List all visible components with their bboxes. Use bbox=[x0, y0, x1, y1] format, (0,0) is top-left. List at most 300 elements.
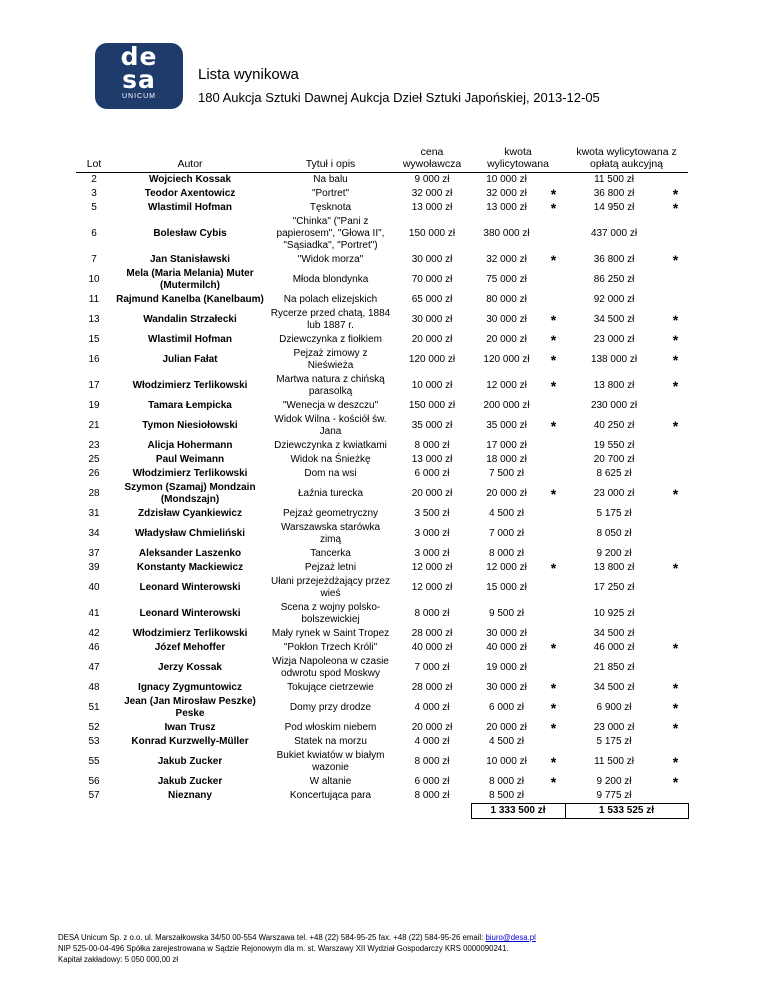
email-link[interactable]: biuro@desa.pl bbox=[485, 933, 536, 942]
cell-title: "Chinka" ("Pani z papierosem", "Głowa II", "Sąsiadka", "Portret") bbox=[276, 216, 385, 251]
cell-hammer-mark bbox=[542, 173, 565, 188]
cell-author: Ignacy Zygmuntowicz bbox=[138, 682, 242, 693]
cell-premium-mark: * bbox=[672, 754, 679, 770]
cell-title: Dziewczynka z kwiatkami bbox=[274, 440, 387, 451]
cell-starting-price: 13 000 zł bbox=[411, 202, 453, 213]
cell-lot: 5 bbox=[91, 202, 97, 213]
table-row bbox=[76, 481, 688, 507]
cell-premium-mark: * bbox=[672, 774, 679, 790]
cell-price-with-premium: 40 250 zł bbox=[593, 420, 635, 431]
cell-hammer-price: 20 000 zł bbox=[486, 722, 527, 733]
page-title: Lista wynikowa bbox=[198, 66, 299, 83]
cell-hammer-price: 12 000 zł bbox=[486, 380, 527, 391]
cell-hammer-price: 20 000 zł bbox=[486, 334, 527, 345]
cell-premium-mark: * bbox=[672, 186, 679, 202]
cell-hammer-price: 4 500 zł bbox=[488, 736, 525, 747]
cell-price-with-premium: 8 050 zł bbox=[596, 528, 632, 539]
table-row bbox=[76, 253, 688, 267]
cell-starting-price: 65 000 zł bbox=[411, 294, 453, 305]
header-title: Tytuł i opis bbox=[268, 140, 393, 173]
cell-title: Bukiet kwiatów w białym wazonie bbox=[276, 750, 385, 773]
cell-hammer-mark: * bbox=[550, 720, 557, 736]
cell-author: Wandalin Strzałecki bbox=[143, 314, 237, 325]
table-row bbox=[76, 293, 688, 307]
cell-lot: 13 bbox=[88, 314, 100, 325]
table-row bbox=[76, 173, 688, 188]
table-row bbox=[76, 201, 688, 215]
logo-text-unicum: UNICUM bbox=[122, 93, 156, 100]
cell-premium-mark bbox=[663, 789, 688, 804]
header-hammer-price: kwota wylicytowana bbox=[471, 140, 565, 173]
header-author: Autor bbox=[112, 140, 268, 173]
cell-title: Pejzaż geometryczny bbox=[282, 508, 379, 519]
cell-price-with-premium: 437 000 zł bbox=[590, 228, 638, 239]
cell-hammer-mark: * bbox=[550, 312, 557, 328]
cell-lot: 6 bbox=[91, 228, 97, 239]
cell-price-with-premium: 13 800 zł bbox=[593, 380, 635, 391]
cell-starting-price: 10 000 zł bbox=[411, 380, 453, 391]
cell-author: Bolesław Cybis bbox=[153, 228, 227, 239]
cell-premium-mark bbox=[663, 399, 688, 413]
cell-author: Alicja Hohermann bbox=[147, 440, 233, 451]
cell-hammer-mark: * bbox=[550, 200, 557, 216]
cell-starting-price: 35 000 zł bbox=[411, 420, 453, 431]
cell-premium-mark: * bbox=[672, 378, 679, 394]
cell-premium-mark bbox=[663, 467, 688, 481]
cell-lot: 51 bbox=[88, 702, 100, 713]
cell-title: "Portret" bbox=[311, 188, 350, 199]
cell-price-with-premium: 21 850 zł bbox=[593, 662, 635, 673]
totals-row bbox=[76, 804, 688, 819]
cell-lot: 3 bbox=[91, 188, 97, 199]
cell-author: Włodzimierz Terlikowski bbox=[132, 628, 248, 639]
cell-hammer-price: 15 000 zł bbox=[486, 582, 527, 593]
cell-premium-mark: * bbox=[672, 700, 679, 716]
cell-starting-price: 70 000 zł bbox=[411, 274, 453, 285]
cell-author: Włodzimierz Terlikowski bbox=[132, 380, 248, 391]
table-row bbox=[76, 373, 688, 399]
cell-hammer-mark bbox=[542, 575, 565, 601]
cell-author: Konrad Kurzwelly-Müller bbox=[131, 736, 249, 747]
cell-premium-mark bbox=[663, 627, 688, 641]
cell-hammer-price: 4 500 zł bbox=[488, 508, 525, 519]
cell-hammer-price: 17 000 zł bbox=[486, 440, 527, 451]
cell-hammer-price: 10 000 zł bbox=[486, 174, 527, 185]
cell-lot: 11 bbox=[88, 294, 100, 305]
cell-title: Koncertująca para bbox=[289, 790, 372, 802]
cell-price-with-premium: 9 200 zł bbox=[596, 776, 632, 787]
cell-starting-price: 150 000 zł bbox=[408, 400, 456, 411]
cell-hammer-price: 30 000 zł bbox=[486, 314, 527, 325]
cell-title: Pejzaż zimowy z Nieświeża bbox=[293, 348, 368, 371]
cell-price-with-premium: 11 500 zł bbox=[594, 756, 634, 767]
cell-starting-price: 6 000 zł bbox=[414, 468, 450, 479]
cell-hammer-mark bbox=[542, 467, 565, 481]
cell-starting-price: 32 000 zł bbox=[411, 188, 453, 199]
table-row bbox=[76, 641, 688, 655]
cell-hammer-mark bbox=[542, 399, 565, 413]
table-row bbox=[76, 561, 688, 575]
table-row bbox=[76, 721, 688, 735]
cell-hammer-mark bbox=[542, 507, 565, 521]
cell-lot: 53 bbox=[88, 736, 100, 747]
cell-starting-price: 6 000 zł bbox=[414, 776, 450, 787]
cell-price-with-premium: 36 800 zł bbox=[593, 254, 635, 265]
cell-lot: 37 bbox=[88, 548, 100, 559]
cell-premium-mark bbox=[663, 453, 688, 467]
cell-price-with-premium: 5 175 zł bbox=[596, 736, 632, 747]
cell-price-with-premium: 19 550 zł bbox=[593, 440, 635, 451]
footer-contact: DESA Unicum Sp. z o.o. ul. Marszałkowska 34/50 00-554 Warszawa tel. +48 (22) 584-95-25 fax. +48 (22) 584-95-26 email: bbox=[58, 933, 486, 942]
cell-author: Aleksander Laszenko bbox=[138, 548, 242, 559]
cell-starting-price: 20 000 zł bbox=[411, 722, 453, 733]
cell-hammer-mark bbox=[542, 439, 565, 453]
cell-title: Dom na wsi bbox=[304, 468, 357, 479]
cell-hammer-price: 20 000 zł bbox=[486, 488, 527, 499]
cell-hammer-price: 32 000 zł bbox=[486, 254, 527, 265]
cell-lot: 7 bbox=[91, 254, 97, 265]
cell-hammer-price: 18 000 zł bbox=[486, 454, 527, 465]
table-row bbox=[76, 749, 688, 775]
cell-title: Statek na morzu bbox=[294, 736, 367, 747]
header-starting-price: cena wywoławcza bbox=[393, 140, 471, 173]
cell-premium-mark: * bbox=[672, 200, 679, 216]
page-subtitle: 180 Aukcja Sztuki Dawnej Aukcja Dzieł Sztuki Japońskiej, 2013-12-05 bbox=[198, 90, 600, 105]
cell-lot: 23 bbox=[88, 440, 100, 451]
cell-starting-price: 7 000 zł bbox=[414, 662, 450, 673]
cell-author: Jakub Zucker bbox=[157, 776, 223, 787]
cell-author: Mela (Maria Melania) Muter (Mutermilch) bbox=[126, 268, 254, 291]
cell-premium-mark bbox=[663, 293, 688, 307]
cell-title: Mały rynek w Saint Tropez bbox=[271, 628, 390, 639]
cell-author: Leonard Winterowski bbox=[139, 582, 241, 593]
table-row bbox=[76, 399, 688, 413]
cell-lot: 46 bbox=[88, 642, 100, 653]
cell-premium-mark bbox=[663, 735, 688, 749]
cell-title: Scena z wojny polsko-bolszewickiej bbox=[280, 602, 381, 625]
cell-price-with-premium: 6 900 zł bbox=[596, 702, 632, 713]
cell-starting-price: 28 000 zł bbox=[411, 628, 453, 639]
cell-hammer-price: 30 000 zł bbox=[486, 628, 527, 639]
cell-hammer-mark: * bbox=[550, 352, 557, 368]
cell-author: Teodor Axentowicz bbox=[144, 188, 236, 199]
cell-hammer-mark: * bbox=[550, 252, 557, 268]
cell-starting-price: 30 000 zł bbox=[411, 254, 453, 265]
table-row bbox=[76, 655, 688, 681]
results-table bbox=[76, 140, 689, 819]
cell-hammer-price: 19 000 zł bbox=[486, 662, 527, 673]
cell-lot: 15 bbox=[88, 334, 100, 345]
cell-title: Łaźnia turecka bbox=[297, 488, 364, 499]
cell-author: Jerzy Kossak bbox=[158, 662, 222, 673]
cell-starting-price: 8 000 zł bbox=[414, 440, 450, 451]
cell-premium-mark bbox=[663, 575, 688, 601]
cell-author: Wojciech Kossak bbox=[148, 174, 232, 185]
cell-premium-mark bbox=[663, 173, 688, 188]
cell-lot: 41 bbox=[88, 608, 100, 619]
cell-hammer-price: 12 000 zł bbox=[486, 562, 527, 573]
cell-hammer-price: 8 000 zł bbox=[488, 548, 525, 559]
cell-starting-price: 8 000 zł bbox=[414, 756, 450, 767]
cell-hammer-price: 200 000 zł bbox=[483, 400, 530, 411]
cell-lot: 40 bbox=[88, 582, 100, 593]
cell-title: Na polach elizejskich bbox=[283, 294, 378, 305]
cell-price-with-premium: 92 000 zł bbox=[593, 294, 635, 305]
cell-starting-price: 12 000 zł bbox=[411, 582, 453, 593]
cell-price-with-premium: 9 775 zł bbox=[596, 790, 632, 801]
cell-title: Widok Wilna - kościół św. Jana bbox=[274, 414, 387, 437]
cell-price-with-premium: 46 000 zł bbox=[593, 642, 635, 653]
cell-author: Nieznany bbox=[168, 790, 212, 802]
cell-title: Wizja Napoleona w czasie odwrotu spod Moskwy bbox=[272, 656, 389, 679]
cell-hammer-mark bbox=[542, 521, 565, 547]
cell-price-with-premium: 5 175 zł bbox=[596, 508, 632, 519]
cell-title: W altanie bbox=[309, 776, 352, 787]
cell-starting-price: 8 000 zł bbox=[414, 790, 450, 802]
cell-author: Konstanty Mackiewicz bbox=[136, 562, 244, 573]
cell-lot: 16 bbox=[88, 354, 100, 365]
cell-author: Tamara Łempicka bbox=[148, 400, 232, 411]
cell-premium-mark: * bbox=[672, 312, 679, 328]
cell-author: Włodzimierz Terlikowski bbox=[132, 468, 248, 479]
cell-hammer-mark bbox=[542, 735, 565, 749]
cell-author: Jean (Jan Mirosław Peszke) Peske bbox=[124, 696, 256, 719]
cell-hammer-mark bbox=[542, 293, 565, 307]
cell-hammer-mark: * bbox=[550, 700, 557, 716]
cell-title: Na balu bbox=[313, 174, 348, 185]
table-row bbox=[76, 627, 688, 641]
cell-premium-mark bbox=[663, 547, 688, 561]
cell-lot: 48 bbox=[88, 682, 100, 693]
cell-title: Tęsknota bbox=[309, 202, 352, 213]
cell-starting-price: 30 000 zł bbox=[411, 314, 453, 325]
cell-lot: 47 bbox=[88, 662, 100, 673]
cell-price-with-premium: 34 500 zł bbox=[593, 628, 635, 639]
table-row bbox=[76, 521, 688, 547]
cell-author: Julian Fałat bbox=[162, 354, 218, 365]
cell-hammer-price: 8 000 zł bbox=[488, 776, 525, 787]
cell-price-with-premium: 86 250 zł bbox=[593, 274, 635, 285]
cell-author: Paul Weimann bbox=[155, 454, 225, 465]
cell-hammer-price: 8 500 zł bbox=[488, 790, 525, 801]
cell-lot: 57 bbox=[88, 790, 100, 802]
cell-title: Pod włoskim niebem bbox=[284, 722, 377, 733]
table-body bbox=[76, 173, 688, 804]
cell-title: "Widok morza" bbox=[297, 254, 364, 265]
header-lot: Lot bbox=[76, 140, 112, 173]
table-row bbox=[76, 347, 688, 373]
table-row bbox=[76, 267, 688, 293]
cell-price-with-premium: 23 000 zł bbox=[593, 488, 635, 499]
cell-lot: 52 bbox=[88, 722, 100, 733]
cell-hammer-mark bbox=[542, 789, 565, 804]
cell-price-with-premium: 11 500 zł bbox=[594, 174, 634, 185]
cell-price-with-premium: 13 800 zł bbox=[593, 562, 635, 573]
cell-price-with-premium: 20 700 zł bbox=[593, 454, 635, 465]
cell-hammer-price: 40 000 zł bbox=[486, 642, 527, 653]
cell-premium-mark: * bbox=[672, 720, 679, 736]
table-row bbox=[76, 333, 688, 347]
cell-hammer-price: 6 000 zł bbox=[488, 702, 525, 713]
cell-title: Tancerka bbox=[310, 548, 351, 559]
cell-premium-mark: * bbox=[672, 680, 679, 696]
cell-author: Zdzisław Cyankiewicz bbox=[138, 508, 242, 519]
cell-premium-mark bbox=[663, 439, 688, 453]
table-row bbox=[76, 547, 688, 561]
cell-hammer-mark: * bbox=[550, 560, 557, 576]
header-price-with-premium: kwota wylicytowana z opłatą aukcyjną bbox=[565, 140, 688, 173]
cell-price-with-premium: 230 000 zł bbox=[590, 400, 638, 411]
cell-title: Rycerze przed chatą, 1884 lub 1887 r. bbox=[270, 308, 391, 331]
cell-hammer-mark: * bbox=[550, 378, 557, 394]
cell-premium-mark bbox=[663, 215, 688, 253]
cell-hammer-mark bbox=[542, 267, 565, 293]
cell-premium-mark bbox=[663, 655, 688, 681]
cell-lot: 26 bbox=[88, 468, 100, 479]
cell-price-with-premium: 14 950 zł bbox=[593, 202, 635, 213]
cell-author: Iwan Trusz bbox=[164, 722, 216, 733]
cell-lot: 17 bbox=[88, 380, 100, 391]
cell-premium-mark bbox=[663, 521, 688, 547]
cell-starting-price: 8 000 zł bbox=[414, 608, 450, 619]
cell-hammer-price: 9 500 zł bbox=[488, 608, 525, 619]
table-row bbox=[76, 187, 688, 201]
cell-author: Józef Mehoffer bbox=[154, 642, 226, 653]
cell-premium-mark: * bbox=[672, 352, 679, 368]
footer-address-line bbox=[58, 932, 748, 943]
cell-lot: 42 bbox=[88, 628, 100, 639]
cell-starting-price: 3 000 zł bbox=[414, 548, 450, 559]
table-row bbox=[76, 575, 688, 601]
cell-hammer-price: 80 000 zł bbox=[486, 294, 527, 305]
cell-lot: 2 bbox=[91, 174, 97, 185]
cell-hammer-mark: * bbox=[550, 332, 557, 348]
cell-starting-price: 28 000 zł bbox=[411, 682, 453, 693]
cell-author: Wlastimil Hofman bbox=[148, 202, 232, 213]
cell-premium-mark: * bbox=[672, 486, 679, 502]
cell-hammer-price: 10 000 zł bbox=[486, 756, 527, 767]
table-row bbox=[76, 681, 688, 695]
cell-hammer-mark bbox=[542, 453, 565, 467]
cell-starting-price: 3 000 zł bbox=[414, 528, 450, 539]
cell-price-with-premium: 9 200 zł bbox=[596, 548, 632, 559]
cell-lot: 56 bbox=[88, 776, 100, 787]
cell-lot: 25 bbox=[88, 454, 100, 465]
cell-premium-mark: * bbox=[672, 418, 679, 434]
cell-premium-mark: * bbox=[672, 332, 679, 348]
cell-author: Szymon (Szamaj) Mondzain (Mondszajn) bbox=[124, 482, 256, 505]
cell-hammer-price: 30 000 zł bbox=[486, 682, 527, 693]
cell-author: Rajmund Kanelba (Kanelbaum) bbox=[116, 294, 264, 305]
table-row bbox=[76, 695, 688, 721]
cell-title: Ułani przejeżdżający przez wieś bbox=[271, 576, 390, 599]
cell-price-with-premium: 8 625 zł bbox=[596, 468, 632, 479]
cell-price-with-premium: 10 925 zł bbox=[593, 608, 635, 619]
cell-starting-price: 150 000 zł bbox=[408, 228, 456, 239]
cell-lot: 34 bbox=[88, 528, 100, 539]
cell-author: Jan Stanisławski bbox=[149, 254, 231, 265]
cell-hammer-price: 380 000 zł bbox=[483, 228, 530, 239]
cell-author: Jakub Zucker bbox=[157, 756, 223, 767]
cell-hammer-mark: * bbox=[550, 640, 557, 656]
cell-title: Młoda blondynka bbox=[292, 274, 369, 285]
cell-starting-price: 12 000 zł bbox=[411, 562, 453, 573]
cell-author: Leonard Winterowski bbox=[139, 608, 241, 619]
cell-premium-mark bbox=[663, 267, 688, 293]
footer-capital: Kapitał zakładowy: 5 050 000,00 zł bbox=[58, 955, 179, 964]
cell-price-with-premium: 36 800 zł bbox=[593, 188, 635, 199]
cell-hammer-price: 7 500 zł bbox=[488, 468, 525, 479]
cell-lot: 39 bbox=[88, 562, 100, 573]
cell-title: "Wenecja w deszczu" bbox=[282, 400, 379, 411]
cell-hammer-price: 35 000 zł bbox=[486, 420, 527, 431]
footer bbox=[58, 932, 748, 965]
cell-starting-price: 13 000 zł bbox=[411, 454, 453, 465]
cell-hammer-price: 7 000 zł bbox=[488, 528, 525, 539]
cell-premium-mark bbox=[663, 601, 688, 627]
cell-premium-mark: * bbox=[672, 640, 679, 656]
cell-lot: 31 bbox=[88, 508, 100, 519]
table-row bbox=[76, 439, 688, 453]
cell-hammer-mark: * bbox=[550, 418, 557, 434]
cell-starting-price: 20 000 zł bbox=[411, 488, 453, 499]
cell-hammer-mark bbox=[542, 627, 565, 641]
cell-hammer-mark: * bbox=[550, 754, 557, 770]
total-premium: 1 533 525 zł bbox=[565, 804, 688, 819]
cell-starting-price: 40 000 zł bbox=[411, 642, 453, 653]
cell-hammer-price: 13 000 zł bbox=[486, 202, 527, 213]
table-row bbox=[76, 413, 688, 439]
cell-author: Wlastimil Hofman bbox=[148, 334, 232, 345]
cell-title: Martwa natura z chińską parasolką bbox=[276, 374, 385, 397]
cell-title: Tokujące cietrzewie bbox=[287, 682, 374, 693]
total-hammer: 1 333 500 zł bbox=[471, 804, 565, 819]
cell-price-with-premium: 23 000 zł bbox=[593, 334, 635, 345]
cell-title: Dziewczynka z fiołkiem bbox=[279, 334, 382, 345]
table-row bbox=[76, 467, 688, 481]
cell-author: Tymon Niesiołowski bbox=[142, 420, 238, 431]
cell-price-with-premium: 34 500 zł bbox=[593, 682, 635, 693]
table-row bbox=[76, 735, 688, 749]
cell-premium-mark: * bbox=[672, 560, 679, 576]
cell-starting-price: 4 000 zł bbox=[414, 702, 450, 713]
table-row bbox=[76, 507, 688, 521]
cell-starting-price: 20 000 zł bbox=[411, 334, 453, 345]
cell-hammer-price: 32 000 zł bbox=[486, 188, 527, 199]
table-row bbox=[76, 307, 688, 333]
cell-lot: 55 bbox=[88, 756, 100, 767]
table-row bbox=[76, 453, 688, 467]
cell-price-with-premium: 23 000 zł bbox=[593, 722, 635, 733]
cell-title: "Pokłon Trzech Króli" bbox=[283, 642, 378, 653]
table-row bbox=[76, 789, 688, 804]
table-row bbox=[76, 601, 688, 627]
table-row bbox=[76, 215, 688, 253]
cell-hammer-mark bbox=[542, 215, 565, 253]
cell-starting-price: 3 500 zł bbox=[414, 508, 450, 519]
cell-hammer-price: 120 000 zł bbox=[483, 354, 530, 365]
cell-hammer-price: 75 000 zł bbox=[486, 274, 527, 285]
cell-lot: 21 bbox=[88, 420, 100, 431]
desa-unicum-logo bbox=[95, 43, 183, 109]
cell-price-with-premium: 34 500 zł bbox=[593, 314, 635, 325]
cell-lot: 28 bbox=[88, 488, 100, 499]
logo-text-de: de bbox=[120, 42, 158, 71]
cell-hammer-mark: * bbox=[550, 680, 557, 696]
cell-title: Warszawska starówka zimą bbox=[280, 522, 381, 545]
table-header-row bbox=[76, 140, 688, 173]
footer-registration: NIP 525-00-04-496 Spółka zarejestrowana w Sądzie Rejonowym dla m. st. Warszawy XII Wydział Gospodarczy KRS 0000090241. bbox=[58, 944, 509, 953]
